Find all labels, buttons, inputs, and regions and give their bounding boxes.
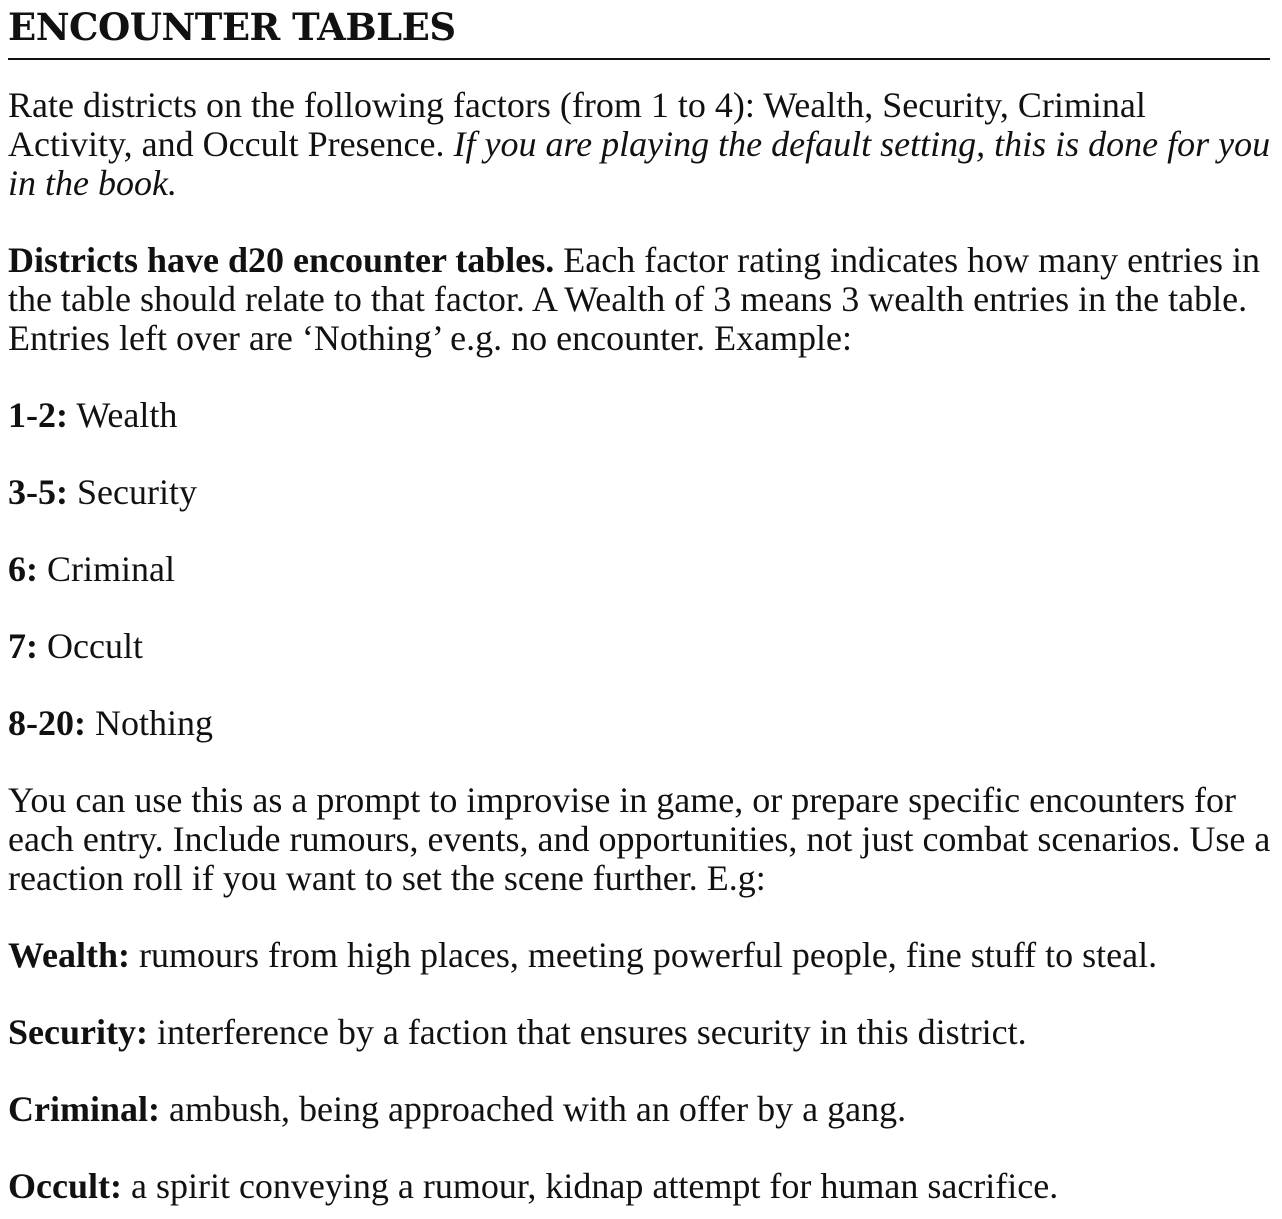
example-range: 8-20: xyxy=(8,703,86,743)
prompt-paragraph: You can use this as a prompt to improvise in game, or prepare specific encounters for each entry. Include rumours, events, and opportunities, not just combat scenarios. Use a reaction roll if you want to set the scene further. E.g: xyxy=(8,780,1271,898)
districts-lead: Districts have d20 encounter tables. xyxy=(8,240,555,280)
page-title: ENCOUNTER TABLES xyxy=(8,5,456,49)
factor-text: rumours from high places, meeting powerful people, fine stuff to steal. xyxy=(130,935,1158,975)
example-entry xyxy=(8,396,1274,435)
factor-text: a spirit conveying a rumour, kidnap attempt for human sacrifice. xyxy=(121,1166,1059,1206)
factor-label: Criminal: xyxy=(8,1089,160,1129)
factor-text: ambush, being approached with an offer by a gang. xyxy=(159,1089,907,1129)
factor-example xyxy=(8,1013,1274,1052)
example-range: 7: xyxy=(8,626,38,666)
example-range: 1-2: xyxy=(8,395,68,435)
example-entry xyxy=(8,550,1274,589)
title-divider xyxy=(8,58,1270,60)
example-range: 3-5: xyxy=(8,472,68,512)
districts-text: Each factor rating indicates how many entries in the table should relate to that factor. A Wealth of 3 means 3 wealth entries in the table. Entries left over are ‘Nothing’ e.g. no encounter. Example: xyxy=(8,240,1261,358)
factor-text: interference by a faction that ensures security in this district. xyxy=(147,1012,1027,1052)
factor-label: Occult: xyxy=(8,1166,122,1206)
example-result: Security xyxy=(67,472,197,512)
factor-example xyxy=(8,1167,1274,1206)
factor-example xyxy=(8,936,1274,975)
example-entry xyxy=(8,473,1274,512)
intro-italic-note: If you are playing the default setting, this is done for you in the book. xyxy=(8,124,1271,203)
example-result: Criminal xyxy=(38,549,175,589)
factor-example xyxy=(8,1090,1274,1129)
factor-label: Wealth: xyxy=(8,935,130,975)
example-result: Occult xyxy=(38,626,143,666)
intro-paragraph xyxy=(8,86,1274,203)
example-entry xyxy=(8,704,1274,743)
factor-label: Security: xyxy=(8,1012,148,1052)
example-result: Nothing xyxy=(85,703,213,743)
example-range: 6: xyxy=(8,549,38,589)
districts-paragraph xyxy=(8,241,1274,358)
example-entry xyxy=(8,627,1274,666)
intro-text: Rate districts on the following factors (from 1 to 4): Wealth, Security, Criminal Activity, and Occult Presence. xyxy=(8,85,1146,164)
example-result: Wealth xyxy=(67,395,178,435)
